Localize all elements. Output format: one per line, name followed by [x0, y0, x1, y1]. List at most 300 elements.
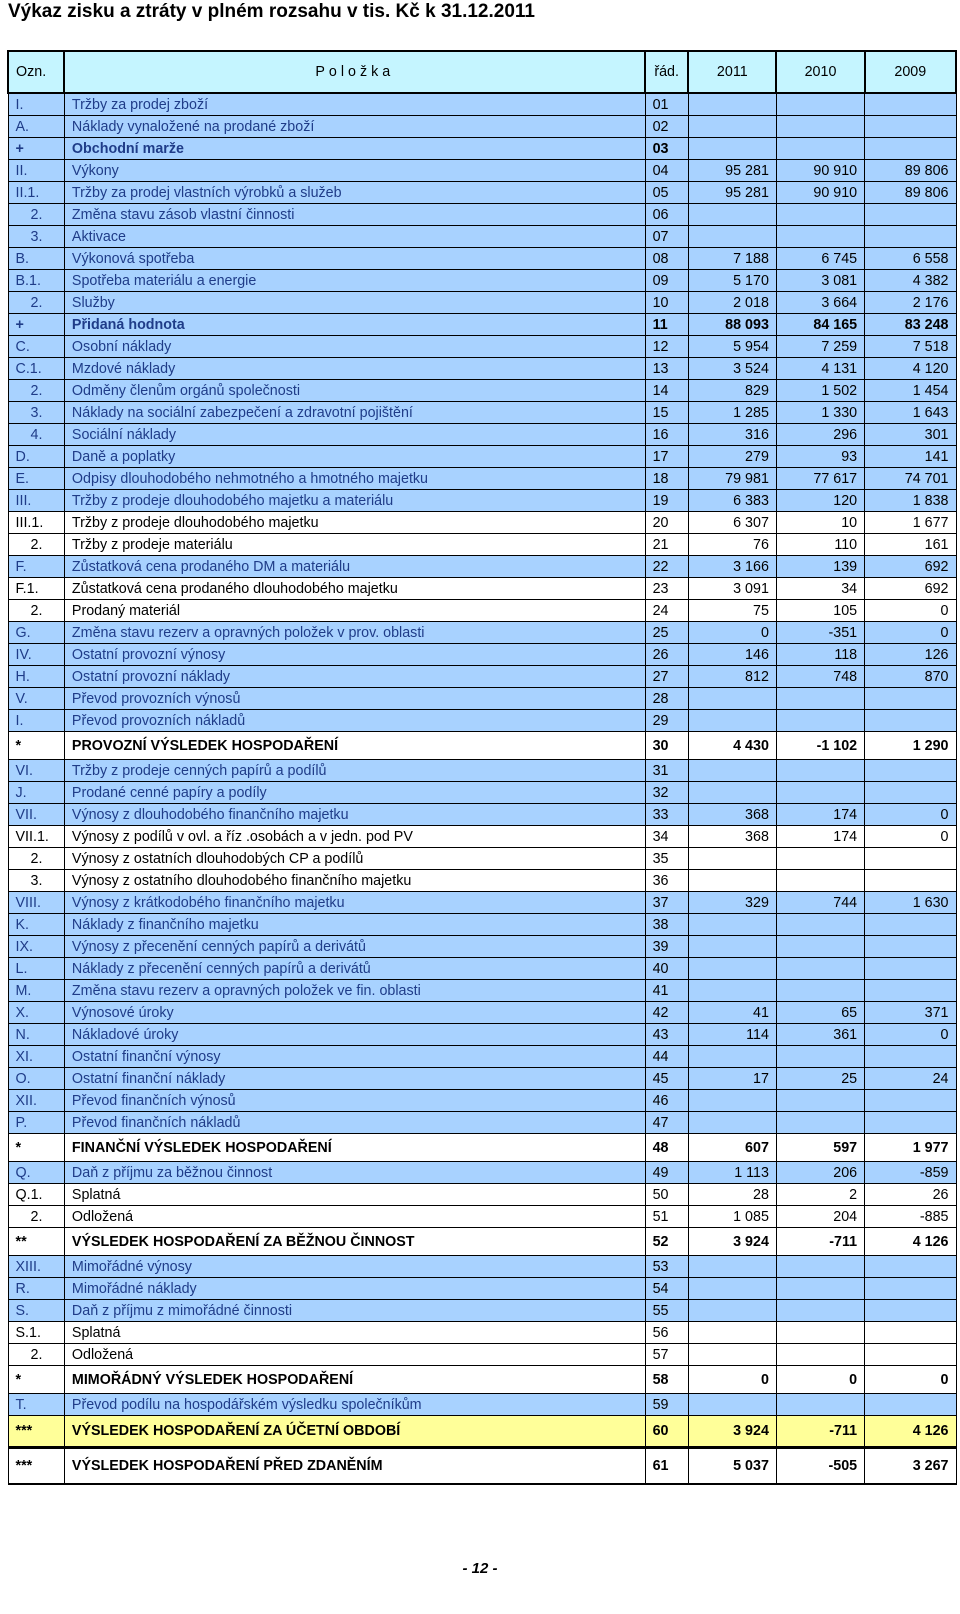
value-2011: 114 [688, 1024, 776, 1046]
row-number: 58 [645, 1366, 688, 1394]
value-2010 [776, 1344, 864, 1366]
value-2010 [776, 958, 864, 980]
table-row [8, 292, 956, 314]
row-number: 27 [645, 666, 688, 688]
value-2009 [865, 1046, 956, 1068]
row-code: *** [8, 1416, 64, 1448]
value-2010 [776, 1322, 864, 1344]
row-number: 24 [645, 600, 688, 622]
value-2010: 748 [776, 666, 864, 688]
row-code: I. [8, 710, 64, 732]
value-2010: 105 [776, 600, 864, 622]
table-row [8, 446, 956, 468]
value-2009: 74 701 [865, 468, 956, 490]
value-2010 [776, 936, 864, 958]
row-code: *** [8, 1448, 64, 1485]
row-code: 4. [8, 424, 64, 446]
value-2011: 0 [688, 1366, 776, 1394]
row-number: 40 [645, 958, 688, 980]
row-number: 17 [645, 446, 688, 468]
header-code: Ozn. [8, 51, 64, 93]
table-row [8, 1278, 956, 1300]
table-row [8, 1112, 956, 1134]
row-number: 23 [645, 578, 688, 600]
row-label: Tržby za prodej vlastních výrobků a služeb [64, 182, 645, 204]
row-label: Náklady z finančního majetku [64, 914, 645, 936]
value-2010: 4 131 [776, 358, 864, 380]
value-2010: 744 [776, 892, 864, 914]
row-label: Ostatní provozní náklady [64, 666, 645, 688]
value-2010: 6 745 [776, 248, 864, 270]
row-number: 32 [645, 782, 688, 804]
value-2011: 6 307 [688, 512, 776, 534]
value-2010: 361 [776, 1024, 864, 1046]
row-number: 37 [645, 892, 688, 914]
value-2011: 1 285 [688, 402, 776, 424]
table-row [8, 804, 956, 826]
value-2011: 41 [688, 1002, 776, 1024]
row-label: Prodaný materiál [64, 600, 645, 622]
row-label: MIMOŘÁDNÝ VÝSLEDEK HOSPODAŘENÍ [64, 1366, 645, 1394]
row-code: Q.1. [8, 1184, 64, 1206]
value-2011: 829 [688, 380, 776, 402]
table-row [8, 380, 956, 402]
value-2011 [688, 914, 776, 936]
value-2011: 95 281 [688, 160, 776, 182]
value-2010: 34 [776, 578, 864, 600]
table-row [8, 1068, 956, 1090]
value-2009: 161 [865, 534, 956, 556]
value-2009: 1 677 [865, 512, 956, 534]
table-row [8, 1344, 956, 1366]
value-2010: 90 910 [776, 182, 864, 204]
value-2009 [865, 870, 956, 892]
row-label: Aktivace [64, 226, 645, 248]
value-2011: 5 037 [688, 1448, 776, 1485]
value-2010 [776, 204, 864, 226]
table-row [8, 424, 956, 446]
row-code: I. [8, 93, 64, 116]
row-number: 20 [645, 512, 688, 534]
row-code: C. [8, 336, 64, 358]
value-2011: 3 091 [688, 578, 776, 600]
value-2011: 607 [688, 1134, 776, 1162]
row-code: S.1. [8, 1322, 64, 1344]
value-2010 [776, 1090, 864, 1112]
value-2011 [688, 1278, 776, 1300]
row-code: 2. [8, 600, 64, 622]
table-row [8, 1090, 956, 1112]
value-2011: 2 018 [688, 292, 776, 314]
header-year-2011: 2011 [688, 51, 776, 93]
value-2010: 206 [776, 1162, 864, 1184]
value-2011 [688, 848, 776, 870]
value-2009 [865, 936, 956, 958]
row-label: Daň z příjmu za běžnou činnost [64, 1162, 645, 1184]
row-label: Výkony [64, 160, 645, 182]
row-number: 61 [645, 1448, 688, 1485]
header-year-2009: 2009 [865, 51, 956, 93]
table-row [8, 534, 956, 556]
row-label: Odložená [64, 1206, 645, 1228]
value-2009: 4 382 [865, 270, 956, 292]
value-2010 [776, 870, 864, 892]
row-code: T. [8, 1394, 64, 1416]
header-year-2010: 2010 [776, 51, 864, 93]
value-2009: 0 [865, 826, 956, 848]
value-2011: 1 113 [688, 1162, 776, 1184]
row-label: Výnosy z ostatních dlouhodobých CP a podílů [64, 848, 645, 870]
value-2010: 77 617 [776, 468, 864, 490]
row-label: Odložená [64, 1344, 645, 1366]
page-title: Výkaz zisku a ztráty v plném rozsahu v tis. Kč k 31.12.2011 [8, 1, 535, 22]
value-2011 [688, 204, 776, 226]
row-label: Odměny členům orgánů společnosti [64, 380, 645, 402]
table-row [8, 688, 956, 710]
row-number: 25 [645, 622, 688, 644]
value-2009: 6 558 [865, 248, 956, 270]
row-label: Obchodní marže [64, 138, 645, 160]
row-number: 39 [645, 936, 688, 958]
value-2010: 296 [776, 424, 864, 446]
value-2009: 2 176 [865, 292, 956, 314]
value-2011: 368 [688, 826, 776, 848]
row-number: 06 [645, 204, 688, 226]
value-2010 [776, 848, 864, 870]
row-number: 04 [645, 160, 688, 182]
value-2011 [688, 760, 776, 782]
row-code: VII.1. [8, 826, 64, 848]
value-2010: 84 165 [776, 314, 864, 336]
row-label: Odpisy dlouhodobého nehmotného a hmotného majetku [64, 468, 645, 490]
value-2009: 0 [865, 1366, 956, 1394]
row-number: 59 [645, 1394, 688, 1416]
value-2010 [776, 710, 864, 732]
row-number: 38 [645, 914, 688, 936]
row-code: * [8, 732, 64, 760]
row-label: Výnosy z dlouhodobého finančního majetku [64, 804, 645, 826]
value-2011 [688, 936, 776, 958]
row-number: 28 [645, 688, 688, 710]
row-number: 08 [645, 248, 688, 270]
value-2010: 65 [776, 1002, 864, 1024]
value-2010: -711 [776, 1416, 864, 1448]
row-label: VÝSLEDEK HOSPODAŘENÍ ZA ÚČETNÍ OBDOBÍ [64, 1416, 645, 1448]
value-2009: 692 [865, 578, 956, 600]
value-2009 [865, 760, 956, 782]
row-number: 36 [645, 870, 688, 892]
row-label: Tržby za prodej zboží [64, 93, 645, 116]
row-code: R. [8, 1278, 64, 1300]
row-number: 13 [645, 358, 688, 380]
row-label: Výnosy z krátkodobého finančního majetku [64, 892, 645, 914]
row-number: 30 [645, 732, 688, 760]
row-label: Převod podílu na hospodářském výsledku společníkům [64, 1394, 645, 1416]
row-label: Výnosy z přecenění cenných papírů a derivátů [64, 936, 645, 958]
value-2009 [865, 226, 956, 248]
table-row [8, 1024, 956, 1046]
value-2011 [688, 1344, 776, 1366]
value-2009: 1 643 [865, 402, 956, 424]
row-code: II. [8, 160, 64, 182]
value-2010: 1 502 [776, 380, 864, 402]
value-2011: 4 430 [688, 732, 776, 760]
row-label: Daně a poplatky [64, 446, 645, 468]
row-code: * [8, 1134, 64, 1162]
table-row [8, 1256, 956, 1278]
value-2010: -1 102 [776, 732, 864, 760]
table-row [8, 93, 956, 116]
row-number: 34 [645, 826, 688, 848]
value-2010: 139 [776, 556, 864, 578]
row-number: 14 [645, 380, 688, 402]
header-row-number: řád. [645, 51, 688, 93]
table-row [8, 1366, 956, 1394]
value-2011: 28 [688, 1184, 776, 1206]
value-2010 [776, 138, 864, 160]
value-2010 [776, 116, 864, 138]
value-2011: 76 [688, 534, 776, 556]
row-label: Ostatní finanční výnosy [64, 1046, 645, 1068]
row-code: XI. [8, 1046, 64, 1068]
value-2010 [776, 1112, 864, 1134]
value-2011 [688, 116, 776, 138]
row-number: 47 [645, 1112, 688, 1134]
value-2011 [688, 1256, 776, 1278]
table-row [8, 1416, 956, 1448]
value-2009: 0 [865, 622, 956, 644]
row-code: + [8, 314, 64, 336]
row-number: 01 [645, 93, 688, 116]
table-row [8, 468, 956, 490]
value-2009: 7 518 [865, 336, 956, 358]
row-code: ** [8, 1228, 64, 1256]
row-code: IV. [8, 644, 64, 666]
row-label: Zůstatková cena prodaného dlouhodobého majetku [64, 578, 645, 600]
table-row [8, 710, 956, 732]
table-row [8, 1394, 956, 1416]
value-2011: 3 166 [688, 556, 776, 578]
value-2011 [688, 980, 776, 1002]
value-2010: -505 [776, 1448, 864, 1485]
table-row [8, 1002, 956, 1024]
row-number: 51 [645, 1206, 688, 1228]
value-2010: 2 [776, 1184, 864, 1206]
table-row [8, 1300, 956, 1322]
row-code: * [8, 1366, 64, 1394]
header-item: Položka [64, 51, 645, 93]
value-2009 [865, 1300, 956, 1322]
value-2009: 3 267 [865, 1448, 956, 1485]
value-2010 [776, 688, 864, 710]
value-2009 [865, 958, 956, 980]
row-number: 56 [645, 1322, 688, 1344]
value-2009: 4 126 [865, 1416, 956, 1448]
value-2011: 3 924 [688, 1416, 776, 1448]
row-number: 60 [645, 1416, 688, 1448]
table-header-row [8, 51, 956, 93]
row-number: 12 [645, 336, 688, 358]
row-code: 3. [8, 870, 64, 892]
row-label: Výnosy z ostatního dlouhodobého finančního majetku [64, 870, 645, 892]
row-label: Osobní náklady [64, 336, 645, 358]
value-2011 [688, 710, 776, 732]
row-code: XIII. [8, 1256, 64, 1278]
value-2009: 89 806 [865, 182, 956, 204]
row-label: PROVOZNÍ VÝSLEDEK HOSPODAŘENÍ [64, 732, 645, 760]
table-row [8, 1134, 956, 1162]
row-code: 2. [8, 1344, 64, 1366]
table-row [8, 600, 956, 622]
table-row [8, 490, 956, 512]
row-label: Mzdové náklady [64, 358, 645, 380]
table-row [8, 1322, 956, 1344]
value-2010: 90 910 [776, 160, 864, 182]
value-2009 [865, 93, 956, 116]
row-label: Náklady vynaložené na prodané zboží [64, 116, 645, 138]
table-row [8, 826, 956, 848]
row-number: 33 [645, 804, 688, 826]
value-2011: 146 [688, 644, 776, 666]
row-label: Tržby z prodeje dlouhodobého majetku [64, 512, 645, 534]
row-code: H. [8, 666, 64, 688]
table-row [8, 138, 956, 160]
row-code: VII. [8, 804, 64, 826]
row-number: 22 [645, 556, 688, 578]
row-label: FINANČNÍ VÝSLEDEK HOSPODAŘENÍ [64, 1134, 645, 1162]
value-2010 [776, 914, 864, 936]
value-2009: 0 [865, 804, 956, 826]
value-2009 [865, 1322, 956, 1344]
value-2011: 0 [688, 622, 776, 644]
row-code: VIII. [8, 892, 64, 914]
page-number: - 12 - [462, 1560, 498, 1577]
table-row [8, 248, 956, 270]
value-2011 [688, 93, 776, 116]
value-2010 [776, 1046, 864, 1068]
table-row [8, 1162, 956, 1184]
row-number: 52 [645, 1228, 688, 1256]
value-2011 [688, 958, 776, 980]
table-row [8, 848, 956, 870]
value-2010 [776, 1256, 864, 1278]
value-2009: 0 [865, 1024, 956, 1046]
row-number: 05 [645, 182, 688, 204]
row-code: VI. [8, 760, 64, 782]
row-number: 29 [645, 710, 688, 732]
value-2009 [865, 688, 956, 710]
row-label: Přidaná hodnota [64, 314, 645, 336]
value-2009 [865, 1344, 956, 1366]
table-row [8, 1228, 956, 1256]
table-row [8, 1206, 956, 1228]
value-2011 [688, 1300, 776, 1322]
row-code: Q. [8, 1162, 64, 1184]
value-2011 [688, 226, 776, 248]
row-label: Mimořádné výnosy [64, 1256, 645, 1278]
value-2009 [865, 1278, 956, 1300]
row-code: 2. [8, 848, 64, 870]
table-row [8, 226, 956, 248]
value-2009: 371 [865, 1002, 956, 1024]
row-code: A. [8, 116, 64, 138]
value-2010 [776, 1300, 864, 1322]
table-row [8, 160, 956, 182]
value-2011 [688, 1394, 776, 1416]
value-2010: 3 081 [776, 270, 864, 292]
row-number: 03 [645, 138, 688, 160]
row-label: Daň z příjmu z mimořádné činnosti [64, 1300, 645, 1322]
value-2011 [688, 1046, 776, 1068]
row-label: Náklady z přecenění cenných papírů a derivátů [64, 958, 645, 980]
value-2010: 120 [776, 490, 864, 512]
row-label: Sociální náklady [64, 424, 645, 446]
row-number: 07 [645, 226, 688, 248]
row-code: D. [8, 446, 64, 468]
table-row [8, 936, 956, 958]
row-code: J. [8, 782, 64, 804]
row-label: Zůstatková cena prodaného DM a materiálu [64, 556, 645, 578]
value-2009 [865, 914, 956, 936]
row-code: V. [8, 688, 64, 710]
row-label: Výnosy z podílů v ovl. a říz .osobách a v jedn. pod PV [64, 826, 645, 848]
row-number: 48 [645, 1134, 688, 1162]
row-number: 31 [645, 760, 688, 782]
value-2009: 89 806 [865, 160, 956, 182]
row-code: 3. [8, 226, 64, 248]
value-2011: 316 [688, 424, 776, 446]
value-2011: 88 093 [688, 314, 776, 336]
row-code: G. [8, 622, 64, 644]
value-2009 [865, 1394, 956, 1416]
value-2010: -711 [776, 1228, 864, 1256]
row-label: Převod provozních nákladů [64, 710, 645, 732]
income-statement-table [7, 50, 957, 1485]
row-number: 45 [645, 1068, 688, 1090]
value-2009 [865, 980, 956, 1002]
value-2009 [865, 138, 956, 160]
row-code: X. [8, 1002, 64, 1024]
row-code: B.1. [8, 270, 64, 292]
value-2010 [776, 1394, 864, 1416]
row-number: 55 [645, 1300, 688, 1322]
value-2009: 126 [865, 644, 956, 666]
table-row [8, 336, 956, 358]
value-2011 [688, 870, 776, 892]
value-2011: 1 085 [688, 1206, 776, 1228]
row-label: Ostatní provozní výnosy [64, 644, 645, 666]
row-code: III.1. [8, 512, 64, 534]
row-code: 2. [8, 1206, 64, 1228]
value-2010 [776, 226, 864, 248]
value-2010: 597 [776, 1134, 864, 1162]
row-number: 26 [645, 644, 688, 666]
value-2009: 1 454 [865, 380, 956, 402]
row-label: Tržby z prodeje materiálu [64, 534, 645, 556]
table-row [8, 1184, 956, 1206]
value-2010: 25 [776, 1068, 864, 1090]
value-2010 [776, 93, 864, 116]
value-2010: 110 [776, 534, 864, 556]
row-label: Prodané cenné papíry a podíly [64, 782, 645, 804]
table-row [8, 782, 956, 804]
row-label: VÝSLEDEK HOSPODAŘENÍ PŘED ZDANĚNÍM [64, 1448, 645, 1485]
value-2011 [688, 1112, 776, 1134]
row-label: Změna stavu rezerv a opravných položek ve fin. oblasti [64, 980, 645, 1002]
value-2011: 3 524 [688, 358, 776, 380]
table-row [8, 958, 956, 980]
row-number: 53 [645, 1256, 688, 1278]
